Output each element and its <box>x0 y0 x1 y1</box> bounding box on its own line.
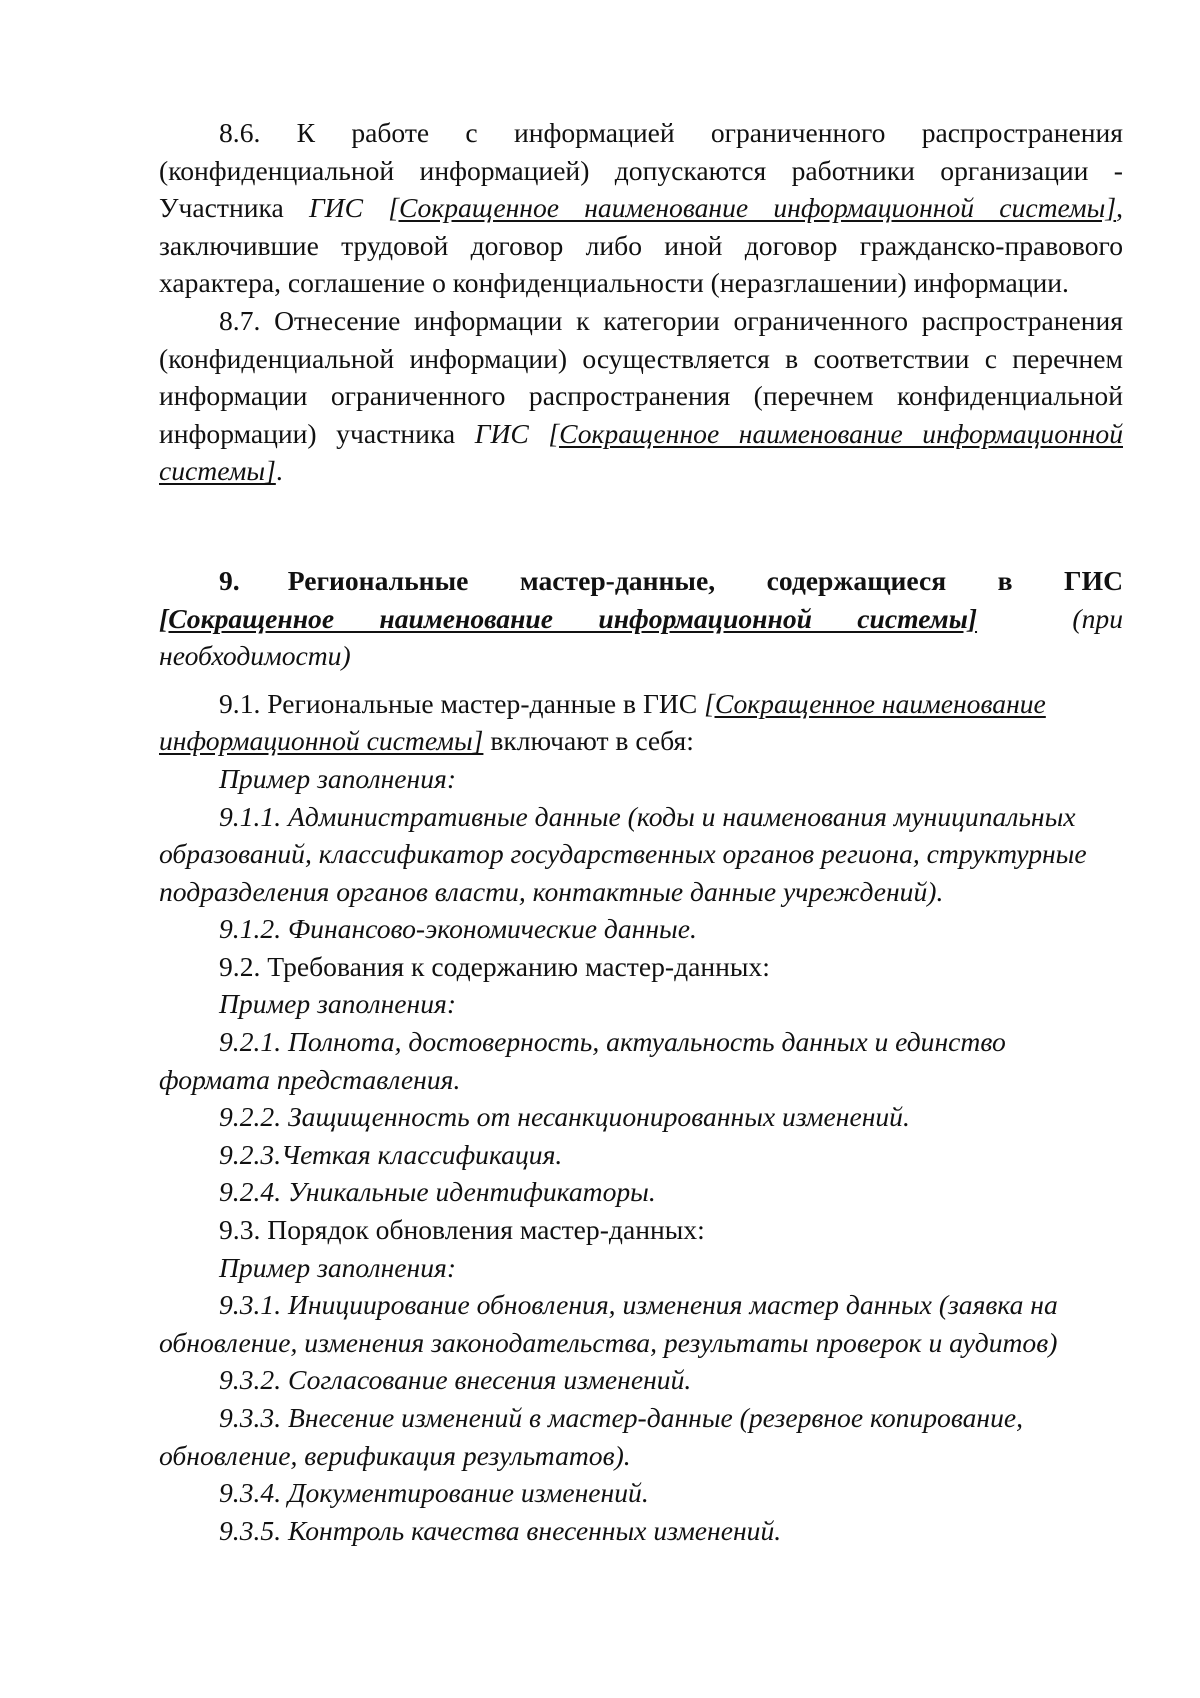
item-9-3-3: 9.3.3. Внесение изменений в мастер-данные (резервное копирование, обновление, верификация результатов). <box>159 1402 1024 1471</box>
section-9-title: Региональные мастер-данные, содержащиеся в ГИС <box>287 564 1123 596</box>
gis-abbrev: ГИС <box>474 417 529 449</box>
system-name-placeholder: [Сокращенное наименование информационной системы] <box>388 192 1117 224</box>
gis-abbrev: ГИС <box>308 192 363 224</box>
system-name-placeholder: [Сокращенное наименование информационной системы] <box>159 417 1123 487</box>
section-9-heading <box>159 562 1123 675</box>
example-label: Пример заполнения: <box>219 1251 457 1283</box>
paragraph-8-7-text-a: 8.7. Отнесение информации к категории ограниченного распространения (конфиденциальной информации) осуществляется в соответствии с перечнем информации ограниченного распространения (перечнем конфиденциальной информации) участника <box>159 304 1123 449</box>
item-9-2-4: 9.2.4. Уникальные идентификаторы. <box>219 1176 656 1208</box>
example-label: Пример заполнения: <box>219 988 457 1020</box>
section-9-number: 9. <box>219 564 240 596</box>
paragraph-9-1 <box>159 685 1123 760</box>
paragraph-8-6-text-a: 8.6. К работе с информацией ограниченного распространения (конфиденциальной информацией) допускаются работники организации - Участника <box>159 117 1123 224</box>
system-name-placeholder: [Сокращенное наименование информационной системы] <box>159 687 1046 757</box>
system-name-placeholder: [Сокращенное наименование информационной системы] <box>159 602 978 634</box>
example-label: Пример заполнения: <box>219 762 457 794</box>
paragraph-8-6-text-b: , заключившие трудовой договор либо иной договор гражданско-правового характера, соглашение о конфиденциальности (неразглашении) информации. <box>159 192 1124 299</box>
item-9-2-1: 9.2.1. Полнота, достоверность, актуальность данных и единство формата представления. <box>159 1026 1006 1095</box>
item-9-3-1: 9.3.1. Инициирование обновления, изменения мастер данных (заявка на обновление, изменения законодательства, результаты проверок и аудитов) <box>159 1289 1058 1358</box>
item-9-2-3: 9.2.3.Четкая классификация. <box>219 1138 563 1170</box>
section-9-note: (при необходимости) <box>159 602 1123 672</box>
paragraph-9-3: 9.3. Порядок обновления мастер-данных: <box>219 1214 705 1246</box>
item-9-3-4: 9.3.4. Документирование изменений. <box>219 1477 649 1509</box>
paragraph-9-1-text-a: 9.1. Региональные мастер-данные в ГИС <box>219 687 705 719</box>
item-9-3-2: 9.3.2. Согласование внесения изменений. <box>219 1364 692 1396</box>
section-gap <box>159 490 1123 562</box>
paragraph-8-6 <box>159 114 1123 302</box>
paragraph-8-7 <box>159 302 1123 490</box>
paragraph-9-2: 9.2. Требования к содержанию мастер-данных: <box>219 950 770 982</box>
item-9-1-1: 9.1.1. Административные данные (коды и наименования муниципальных образований, классификатор государственных органов региона, структурные подразделения органов власти, контактные данные учреждений). <box>159 800 1087 907</box>
paragraph-9-1-text-b: включают в себя: <box>483 725 694 757</box>
paragraph-8-7-text-b: . <box>275 455 283 487</box>
document-body <box>159 114 1123 1549</box>
item-9-2-2: 9.2.2. Защищенность от несанкционированных изменений. <box>219 1101 910 1133</box>
item-9-3-5: 9.3.5. Контроль качества внесенных изменений. <box>219 1514 782 1546</box>
item-9-1-2: 9.1.2. Финансово-экономические данные. <box>219 913 697 945</box>
